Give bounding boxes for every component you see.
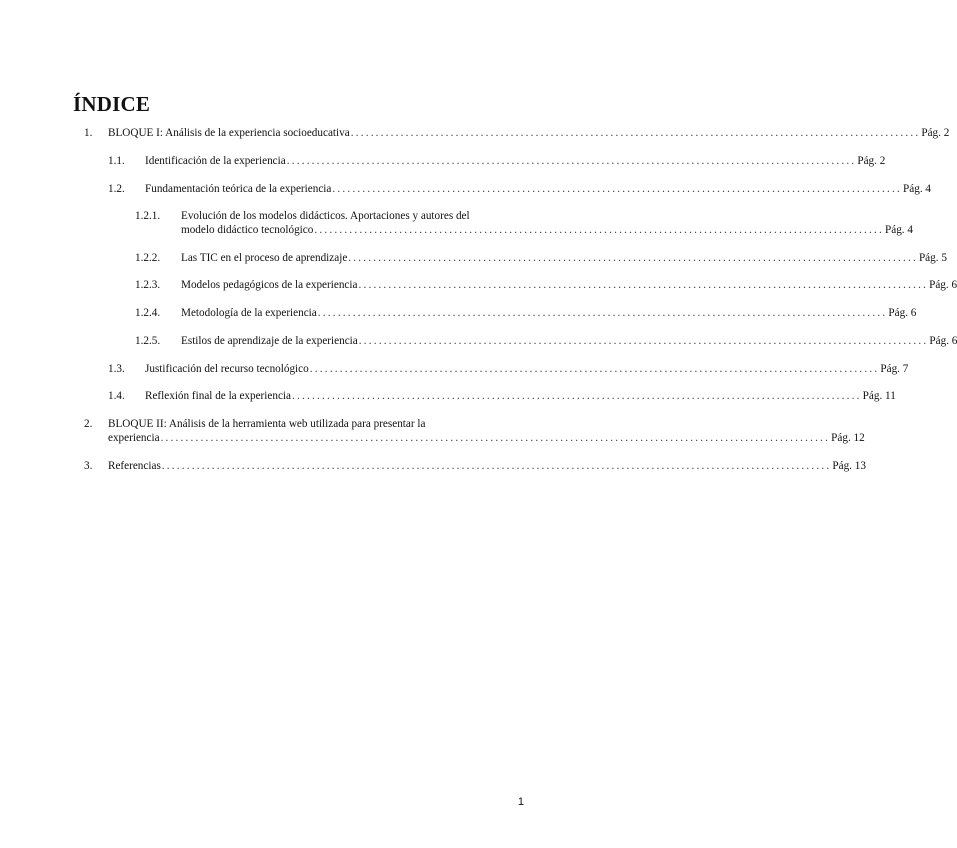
toc-entry-text: Referencias	[108, 460, 161, 472]
dot-leader: ..................................................................................................................	[350, 127, 921, 139]
toc-entry-page: Pág. 2	[921, 127, 950, 139]
toc-entry-text: Estilos de aprendizaje de la experiencia	[181, 335, 358, 347]
toc-entry-1-1[interactable]	[0, 154, 886, 168]
toc-entry-number: 1.1.	[108, 155, 125, 167]
toc-entry-text: Modelos pedagógicos de la experiencia	[181, 279, 358, 291]
toc-entry-text: BLOQUE I: Análisis de la experiencia socioeducativa	[108, 127, 350, 139]
toc-entry-number: 1.2.3.	[135, 279, 161, 291]
toc-entry-1[interactable]	[0, 126, 950, 140]
dot-leader: ..................................................................................................................	[286, 155, 857, 167]
dot-leader: ..................................................................................................................	[332, 183, 903, 195]
toc-entry-text: Identificación de la experiencia	[145, 155, 286, 167]
toc-entry-text-line1: BLOQUE II: Análisis de la herramienta web utilizada para presentar la	[108, 418, 426, 430]
dot-leader: ..................................................................................................................	[309, 363, 880, 375]
toc-entry-text: Reflexión final de la experiencia	[145, 390, 291, 402]
page-title: ÍNDICE	[73, 92, 151, 116]
toc-entry-number: 1.2.	[108, 183, 125, 195]
toc-entry-1-2[interactable]	[0, 182, 931, 196]
dot-leader: ..................................................................................................................	[348, 252, 918, 264]
dot-leader: ..................................................................................................................	[358, 279, 929, 291]
toc-entry-1-4[interactable]	[0, 389, 896, 403]
dot-leader: ..................................................................................................................	[292, 390, 862, 402]
toc-entry-page: Pág. 2	[857, 155, 886, 167]
toc-entry-1-2-2[interactable]	[0, 251, 947, 265]
toc-entry-text: Las TIC en el proceso de aprendizaje	[181, 252, 348, 264]
toc-entry-number: 1.2.5.	[135, 335, 161, 347]
toc-entry-3[interactable]	[0, 459, 866, 473]
toc-entry-1-2-3[interactable]	[0, 278, 957, 292]
page-number: 1	[517, 796, 524, 808]
toc-entry-text: Justificación del recurso tecnológico	[145, 363, 309, 375]
toc-entry-page: Pág. 12	[831, 432, 865, 444]
toc-entry-1-3[interactable]	[0, 362, 909, 376]
toc-entry-number: 1.3.	[108, 363, 125, 375]
dot-leader: ..................................................................................................................	[358, 335, 929, 347]
toc-entry-text-line2: modelo didáctico tecnológico	[181, 224, 314, 236]
toc-entry-text-line2: experiencia	[108, 432, 160, 444]
toc-entry-number: 1.2.1.	[135, 210, 161, 222]
toc-entry-page: Pág. 4	[903, 183, 931, 195]
toc-entry-1-2-4[interactable]	[0, 306, 917, 320]
toc-entry-number: 1.4.	[108, 390, 125, 402]
toc-entry-number: 1.2.4.	[135, 307, 161, 319]
toc-entry-page: Pág. 6	[929, 335, 957, 347]
toc-entry-1-2-1[interactable]	[0, 209, 913, 237]
dot-leader: ..................................................................................................................	[317, 307, 888, 319]
toc-entry-number: 1.	[84, 127, 93, 139]
toc-entry-number: 1.2.2.	[135, 252, 161, 264]
toc-entry-number: 3.	[84, 460, 93, 472]
toc-entry-page: Pág. 4	[885, 224, 913, 236]
toc-entry-page: Pág. 6	[929, 279, 957, 291]
toc-entry-text: Metodología de la experiencia	[181, 307, 317, 319]
toc-entry-number: 2.	[84, 418, 93, 430]
toc-entry-page: Pág. 13	[832, 460, 866, 472]
toc-entry-1-2-5[interactable]	[0, 334, 957, 348]
toc-entry-page: Pág. 5	[918, 252, 947, 264]
dot-leader: ......................................................................................................................................	[160, 432, 831, 444]
toc-entry-page: Pág. 11	[862, 390, 896, 402]
toc-entry-page: Pág. 7	[880, 363, 909, 375]
dot-leader: ..................................................................................................................	[314, 224, 884, 236]
toc-entry-page: Pág. 6	[888, 307, 917, 319]
toc-entry-text: Fundamentación teórica de la experiencia	[145, 183, 332, 195]
dot-leader: ......................................................................................................................................	[161, 460, 832, 472]
toc-entry-2[interactable]	[0, 417, 865, 445]
toc-entry-text-line1: Evolución de los modelos didácticos. Aportaciones y autores del	[181, 210, 470, 222]
